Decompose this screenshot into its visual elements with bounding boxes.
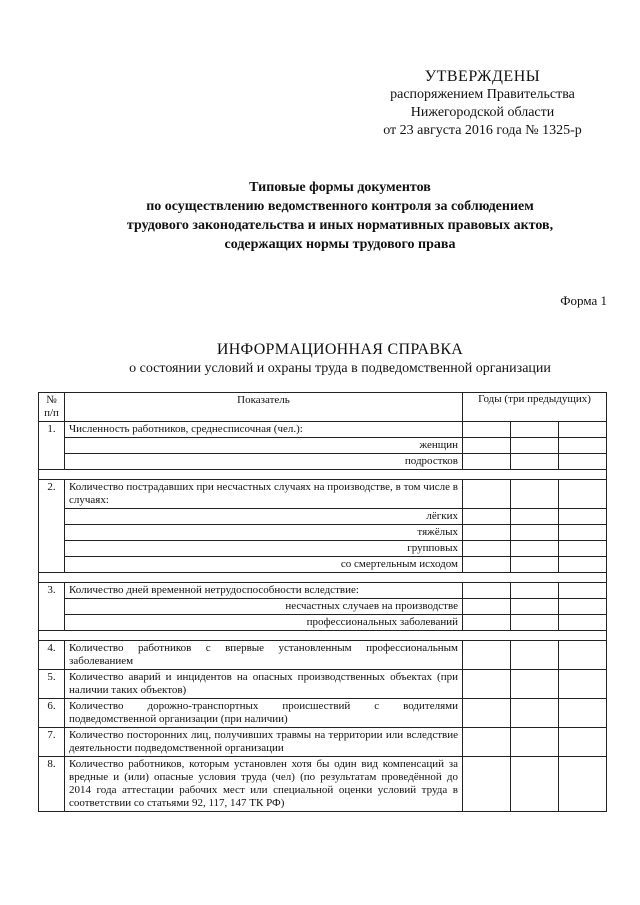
year-cell <box>463 525 511 541</box>
table-row <box>39 422 607 438</box>
row-number: 7. <box>39 728 65 757</box>
header-num <box>39 393 65 422</box>
table-row <box>39 641 607 670</box>
document-title-line: Типовые формы документов <box>249 180 431 195</box>
year-cell <box>463 541 511 557</box>
year-cell <box>559 525 607 541</box>
year-cell <box>511 728 559 757</box>
year-cell <box>559 480 607 509</box>
year-cell <box>511 757 559 812</box>
table-header-row <box>39 393 607 422</box>
year-cell <box>511 480 559 509</box>
year-cell <box>511 454 559 470</box>
row-indicator: Количество дорожно-транспортных происшествий с водителями подведомственной организации (при наличии) <box>65 699 463 728</box>
row-number: 1. <box>39 422 65 470</box>
row-subindicator: групповых <box>65 541 463 557</box>
row-subindicator: со смертельным исходом <box>65 557 463 573</box>
year-cell <box>511 583 559 599</box>
table-subrow <box>39 525 607 541</box>
table-subrow <box>39 615 607 631</box>
row-indicator: Количество работников, которым установлен хотя бы один вид компенсаций за вредные и (или) опасные условия труда (чел) (по результатам проведённой до 2014 года аттестации рабочих мест или специальной оценки условий труда в соответствии со статьями 92, 117, 147 ТК РФ) <box>65 757 463 812</box>
table-subrow <box>39 541 607 557</box>
document-title-line: трудового законодательства и иных нормативных правовых актов, <box>126 218 554 233</box>
document-title <box>60 178 620 254</box>
year-cell <box>463 641 511 670</box>
table-spacer-row <box>39 470 607 480</box>
table-subrow <box>39 557 607 573</box>
year-cell <box>463 670 511 699</box>
row-subindicator: несчастных случаев на производстве <box>65 599 463 615</box>
table-row <box>39 480 607 509</box>
table-row <box>39 699 607 728</box>
approval-block <box>360 68 605 140</box>
header-num-line: № <box>46 394 57 406</box>
year-cell <box>511 525 559 541</box>
row-number: 8. <box>39 757 65 812</box>
reference-subtitle: о состоянии условий и охраны труда в подведомственной организации <box>129 361 551 376</box>
year-cell <box>559 422 607 438</box>
table-row <box>39 670 607 699</box>
year-cell <box>511 509 559 525</box>
header-years: Годы (три предыдущих) <box>463 393 607 422</box>
document-title-line: по осуществлению ведомственного контроля за соблюдением <box>146 199 534 214</box>
year-cell <box>559 599 607 615</box>
row-number: 5. <box>39 670 65 699</box>
table-row <box>39 757 607 812</box>
year-cell <box>463 422 511 438</box>
spacer-cell <box>39 573 607 583</box>
spacer-cell <box>39 470 607 480</box>
year-cell <box>463 480 511 509</box>
year-cell <box>463 583 511 599</box>
table-subrow <box>39 454 607 470</box>
year-cell <box>463 438 511 454</box>
form-number: Форма 1 <box>560 293 607 308</box>
indicators-table <box>38 392 607 812</box>
year-cell <box>463 557 511 573</box>
header-indicator: Показатель <box>65 393 463 422</box>
year-cell <box>559 509 607 525</box>
row-subindicator: подростков <box>65 454 463 470</box>
year-cell <box>559 541 607 557</box>
row-indicator: Количество пострадавших при несчастных случаях на производстве, в том числе в случаях: <box>65 480 463 509</box>
year-cell <box>559 641 607 670</box>
year-cell <box>511 541 559 557</box>
table-row <box>39 728 607 757</box>
year-cell <box>511 699 559 728</box>
approval-title: УТВЕРЖДЕНЫ <box>424 68 541 85</box>
approval-line: Нижегородской области <box>410 105 555 120</box>
row-subindicator: профессиональных заболеваний <box>65 615 463 631</box>
row-subindicator: женщин <box>65 438 463 454</box>
table-subrow <box>39 509 607 525</box>
row-indicator: Количество аварий и инцидентов на опасных производственных объектах (при наличии таких объектов) <box>65 670 463 699</box>
year-cell <box>559 438 607 454</box>
row-indicator: Количество работников с впервые установленным профессиональным заболеванием <box>65 641 463 670</box>
table-subrow <box>39 599 607 615</box>
row-number: 4. <box>39 641 65 670</box>
year-cell <box>559 557 607 573</box>
year-cell <box>511 641 559 670</box>
table-subrow <box>39 438 607 454</box>
year-cell <box>463 728 511 757</box>
approval-line: от 23 августа 2016 года № 1325-р <box>383 123 582 138</box>
year-cell <box>463 757 511 812</box>
year-cell <box>463 615 511 631</box>
year-cell <box>511 599 559 615</box>
year-cell <box>511 422 559 438</box>
year-cell <box>559 670 607 699</box>
year-cell <box>511 615 559 631</box>
approval-line: распоряжением Правительства <box>390 87 575 102</box>
year-cell <box>511 557 559 573</box>
row-number: 2. <box>39 480 65 573</box>
year-cell <box>463 509 511 525</box>
row-number: 3. <box>39 583 65 631</box>
table-spacer-row <box>39 573 607 583</box>
row-indicator: Количество дней временной нетрудоспособности вследствие: <box>65 583 463 599</box>
row-subindicator: лёгких <box>65 509 463 525</box>
table-row <box>39 583 607 599</box>
year-cell <box>559 583 607 599</box>
year-cell <box>559 615 607 631</box>
year-cell <box>511 670 559 699</box>
reference-title: ИНФОРМАЦИОННАЯ СПРАВКА <box>216 341 464 358</box>
row-number: 6. <box>39 699 65 728</box>
row-indicator: Численность работников, среднесписочная (чел.): <box>65 422 463 438</box>
year-cell <box>559 699 607 728</box>
year-cell <box>559 728 607 757</box>
year-cell <box>559 757 607 812</box>
table-spacer-row <box>39 631 607 641</box>
document-title-line: содержащих нормы трудового права <box>224 237 456 252</box>
row-subindicator: тяжёлых <box>65 525 463 541</box>
year-cell <box>463 454 511 470</box>
spacer-cell <box>39 631 607 641</box>
year-cell <box>511 438 559 454</box>
year-cell <box>463 699 511 728</box>
row-indicator: Количество посторонних лиц, получивших травмы на территории или вследствие деятельности подведомственной организации <box>65 728 463 757</box>
header-num-line: п/п <box>44 407 59 419</box>
year-cell <box>463 599 511 615</box>
year-cell <box>559 454 607 470</box>
